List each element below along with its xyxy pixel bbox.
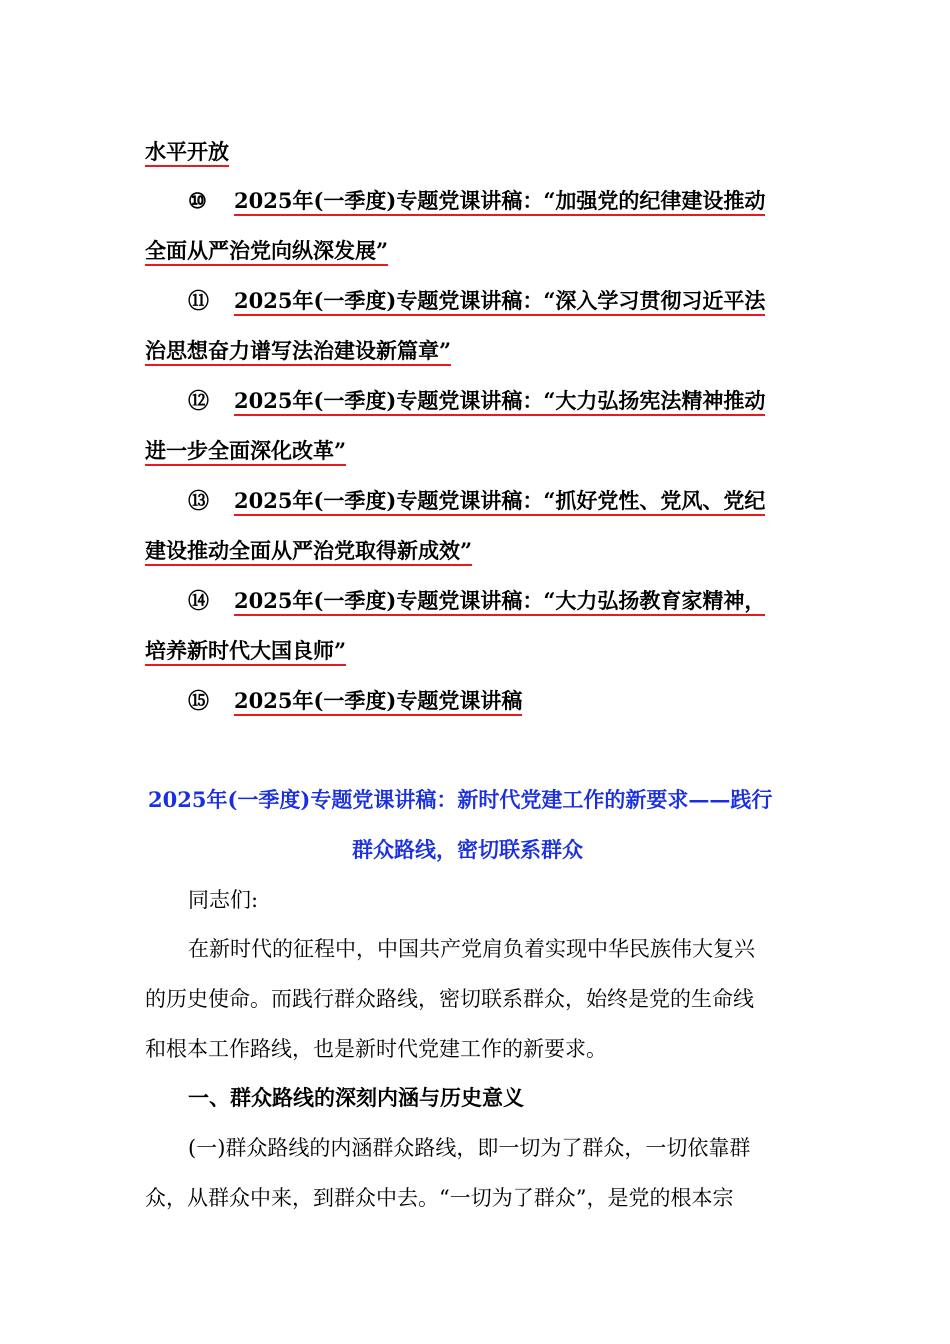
toc-entry-text[interactable]: 2025年(一季度)专题党课讲稿 xyxy=(234,688,522,716)
toc-entry-text[interactable]: 2025年(一季度)专题党课讲稿：“深入学习贯彻习近平法 xyxy=(234,288,765,316)
toc-entry-14-cont[interactable] xyxy=(145,636,346,666)
toc-entry-text[interactable]: 进一步全面深化改革” xyxy=(145,438,346,466)
paragraph-2-line-2: 众，从群众中来，到群众中去。“一切为了群众”，是党的根本宗 xyxy=(145,1186,734,1210)
toc-entry-10[interactable] xyxy=(188,186,765,216)
toc-entry-number: ⑪ xyxy=(188,288,209,313)
toc-entry-11-cont[interactable] xyxy=(145,336,451,366)
toc-entry-number: ⑫ xyxy=(188,388,209,413)
article-title-line-2: 群众路线，密切联系群众 xyxy=(352,837,583,862)
toc-entry-text[interactable]: 全面从严治党向纵深发展” xyxy=(145,238,388,266)
toc-entry-text[interactable]: 2025年(一季度)专题党课讲稿：“大力弘扬宪法精神推动 xyxy=(234,388,765,416)
section-1-heading: 一、群众路线的深刻内涵与历史意义 xyxy=(188,1085,524,1110)
article-title-line-1: 2025年(一季度)专题党课讲稿：新时代党建工作的新要求——践行 xyxy=(148,787,773,812)
toc-entry-number: ⑩ xyxy=(188,188,207,213)
toc-entry-text[interactable]: 建设推动全面从严治党取得新成效” xyxy=(145,538,472,566)
toc-entry-text[interactable]: 2025年(一季度)专题党课讲稿：“加强党的纪律建设推动 xyxy=(234,188,765,216)
toc-entry-12[interactable] xyxy=(188,386,765,416)
paragraph-1-line-3: 和根本工作路线，也是新时代党建工作的新要求。 xyxy=(145,1037,607,1061)
toc-entry-number: ⑮ xyxy=(188,688,209,713)
toc-entry-text[interactable]: 培养新时代大国良师” xyxy=(145,638,346,666)
toc-entry-14[interactable] xyxy=(188,586,765,616)
toc-entry-text[interactable]: 水平开放 xyxy=(145,139,229,167)
paragraph-2-line-1: (一)群众路线的内涵群众路线，即一切为了群众，一切依靠群 xyxy=(188,1136,751,1160)
toc-entry-13[interactable] xyxy=(188,486,765,516)
paragraph-1-line-2: 的历史使命。而践行群众路线，密切联系群众，始终是党的生命线 xyxy=(145,987,754,1011)
toc-entry-10-cont[interactable] xyxy=(145,236,388,266)
toc-entry-continued[interactable] xyxy=(145,137,229,167)
toc-entry-text[interactable]: 2025年(一季度)专题党课讲稿：“大力弘扬教育家精神， xyxy=(234,588,765,616)
toc-entry-13-cont[interactable] xyxy=(145,536,472,566)
toc-entry-text[interactable]: 治思想奋力谱写法治建设新篇章” xyxy=(145,338,451,366)
toc-entry-text[interactable]: 2025年(一季度)专题党课讲稿：“抓好党性、党风、党纪 xyxy=(234,488,765,516)
toc-entry-11[interactable] xyxy=(188,286,765,316)
toc-entry-15[interactable] xyxy=(188,686,522,716)
toc-entry-number: ⑬ xyxy=(188,488,209,513)
salutation: 同志们: xyxy=(188,888,259,912)
toc-entry-number: ⑭ xyxy=(188,588,209,613)
toc-entry-12-cont[interactable] xyxy=(145,436,346,466)
paragraph-1-line-1: 在新时代的征程中，中国共产党肩负着实现中华民族伟大复兴 xyxy=(188,937,755,961)
